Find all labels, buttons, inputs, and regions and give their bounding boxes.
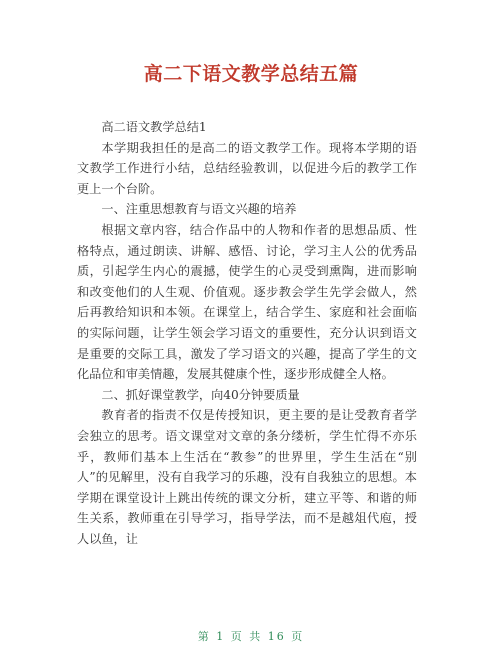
page-number-footer: 第 1 页 共 16 页 — [197, 630, 305, 643]
paragraph: 本学期我担任的是高二的语文教学工作。现将本学期的语文教学工作进行小结，总结经验教训，以促进今后的教学工作更上一个台阶。 — [77, 140, 417, 196]
section-heading: 高二语文教学总结1 — [101, 120, 207, 134]
paragraph: 教育者的指责不仅是传授知识，更主要的是让受教育者学会独立的思考。语文课堂对文章的条分缕析，学生忙得不亦乐乎，教师们基本上生活在“教参”的世界里，学生生活在“别人”的见解里，没有自我学习的乐趣，没有自我独立的思想。本学期在课堂设计上跳出传统的课文分析，建立平等、和谐的师生关系，教师重在引导学习，指导学法，而不是越俎代庖，授人以鱼，让 — [77, 408, 417, 546]
document-title: 高二下语文教学总结五篇 — [143, 63, 359, 85]
document-body — [77, 117, 417, 549]
section-heading: 一、注重思想教育与语文兴趣的培养 — [101, 202, 297, 217]
section-heading: 二、抓好课堂教学，向40分钟要质量 — [101, 387, 300, 402]
paragraph: 根据文章内容，结合作品中的人物和作者的思想品质、性格特点，通过朗读、讲解、感悟、讨论，学习主人公的优秀品质，引起学生内心的震撼，使学生的心灵受到熏陶，进而影响和改变他们的人生观、价值观。逐步教会学生先学会做人，然后再教给知识和本领。在课堂上，结合学生、家庭和社会面临的实际问题，让学生领会学习语文的重要性，充分认识到语文是重要的交际工具，激发了学习语文的兴趣，提高了学生的文化品位和审美情趣，发展其健康个性，逐步形成健全人格。 — [77, 222, 417, 382]
